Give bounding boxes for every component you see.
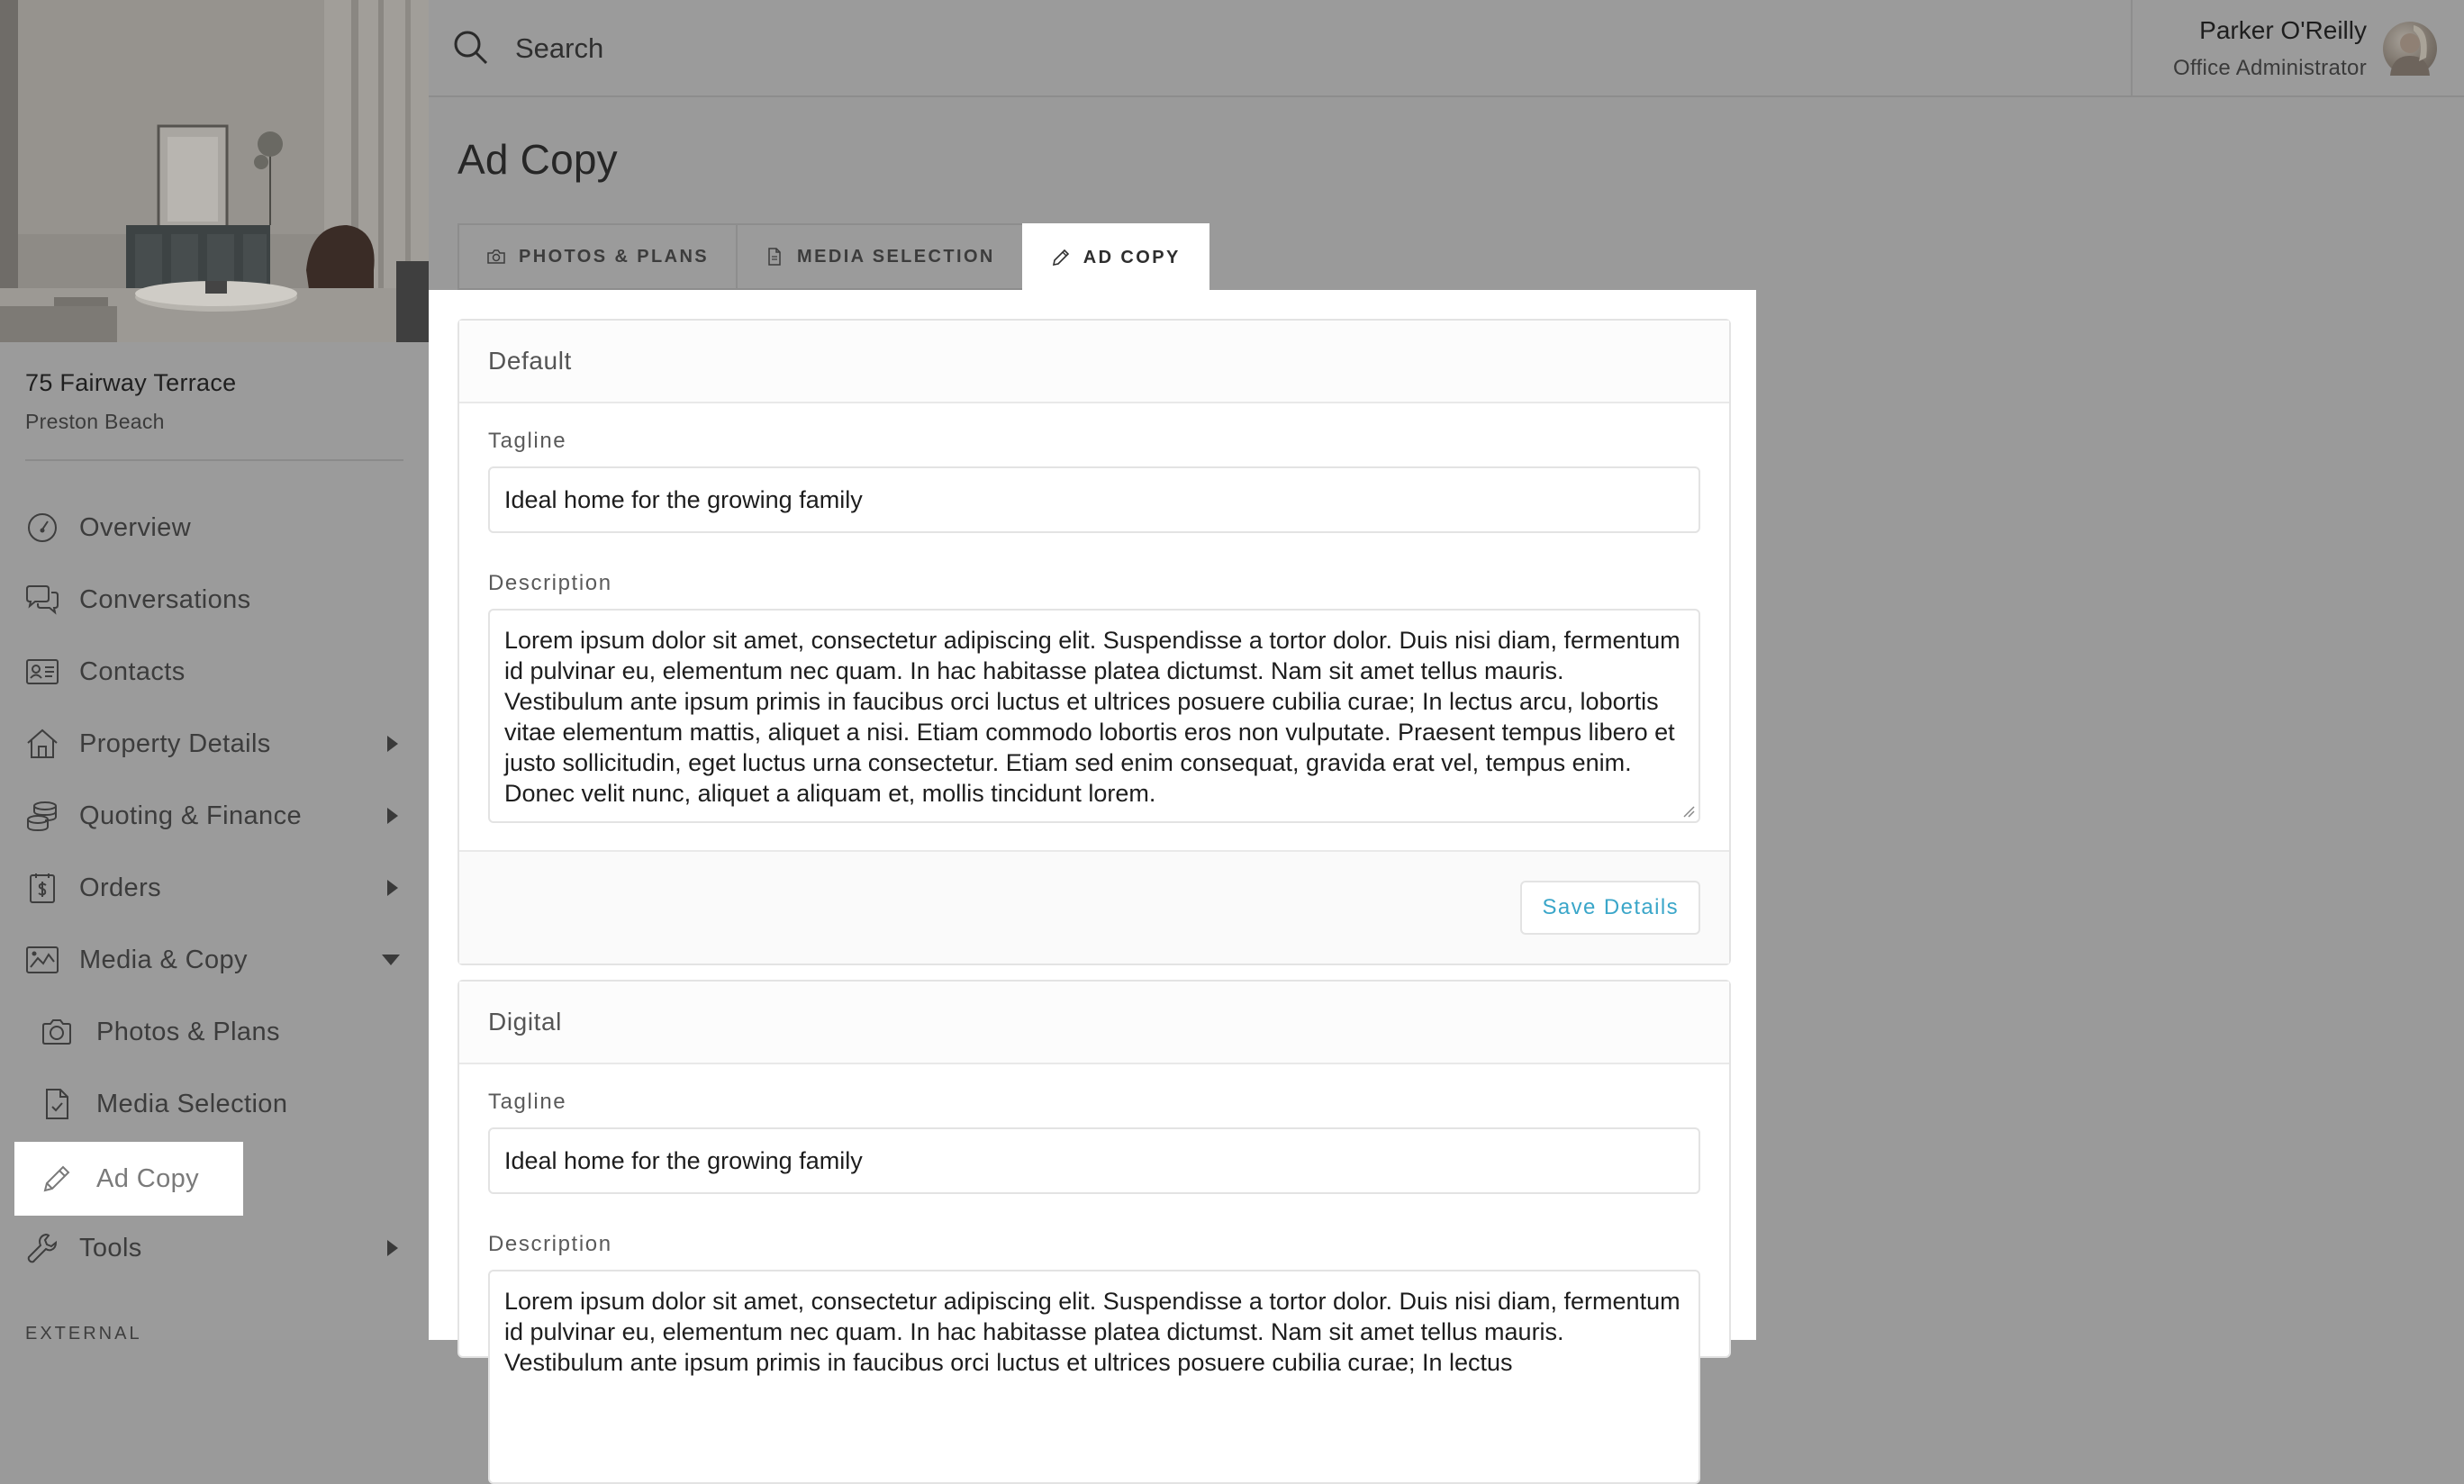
topbar bbox=[429, 0, 2464, 97]
card-footer bbox=[459, 850, 1729, 964]
tab-bar bbox=[457, 223, 1209, 290]
sidebar-item-photos-plans[interactable] bbox=[0, 996, 429, 1068]
coins-icon bbox=[23, 797, 61, 835]
divider bbox=[25, 459, 403, 461]
chevron-down-icon bbox=[382, 955, 400, 965]
avatar[interactable] bbox=[2383, 22, 2437, 76]
tab-label: AD COPY bbox=[1083, 247, 1181, 267]
section-label-external: EXTERNAL bbox=[25, 1324, 142, 1344]
sidebar-item-contacts[interactable] bbox=[0, 636, 429, 708]
file-check-icon bbox=[38, 1085, 76, 1123]
tagline-label: Tagline bbox=[488, 429, 567, 453]
description-textarea[interactable]: Lorem ipsum dolor sit amet, consectetur adipiscing elit. Suspendisse a tortor dolor. Duis nisi diam, fermentum id pulvinar eu, elementum nec quam. In hac habitasse platea dictumst. Nam sit amet tellus mauris. Vestibulum ante ipsum primis in faucibus orci luctus et ultrices posuere cubilia curae; In lectus arcu, lobortis vitae elementum mattis, aliquet a nisi. Etiam commodo lobortis eros non vulputate. Praesent tempus libero et justo sollicitudin, eget luctus urna consectetur. Etiam sed enim consequat, gravida erat vel, tempus enim. Donec velit nunc, aliquet a aliquam et, mollis tincidunt lorem. bbox=[488, 609, 1700, 823]
sidebar-item-label: Tools bbox=[79, 1233, 142, 1262]
tagline-label: Tagline bbox=[488, 1090, 567, 1114]
page-title: Ad Copy bbox=[457, 136, 618, 183]
sidebar-item-label: Ad Copy bbox=[96, 1163, 200, 1193]
description-label: Description bbox=[488, 1232, 612, 1256]
camera-icon bbox=[486, 247, 506, 267]
user-name: Parker O'Reilly bbox=[2199, 16, 2367, 44]
tab-photos-plans[interactable] bbox=[457, 223, 736, 290]
search-icon[interactable] bbox=[452, 29, 490, 67]
sidebar-item-media-copy[interactable] bbox=[0, 924, 429, 996]
chevron-right-icon bbox=[387, 1240, 398, 1256]
ad-copy-card-default bbox=[457, 319, 1731, 965]
sidebar-item-ad-copy[interactable] bbox=[14, 1142, 243, 1216]
id-card-icon bbox=[23, 653, 61, 691]
chat-bubbles-icon bbox=[23, 581, 61, 619]
description-label: Description bbox=[488, 571, 612, 595]
sidebar-item-conversations[interactable] bbox=[0, 564, 429, 636]
tab-ad-copy[interactable] bbox=[1022, 223, 1209, 292]
resize-handle-icon[interactable] bbox=[1682, 805, 1695, 818]
user-role: Office Administrator bbox=[2173, 56, 2367, 80]
chevron-right-icon bbox=[387, 736, 398, 752]
sidebar-item-label: Property Details bbox=[79, 728, 271, 758]
tab-label: MEDIA SELECTION bbox=[797, 246, 995, 267]
property-photo bbox=[0, 0, 429, 342]
card-title: Digital bbox=[459, 982, 1729, 1064]
tab-media-selection[interactable] bbox=[736, 223, 1022, 290]
search-input[interactable] bbox=[515, 27, 1326, 70]
tab-label: PHOTOS & PLANS bbox=[519, 246, 710, 267]
tagline-input[interactable] bbox=[488, 1127, 1700, 1194]
description-textarea[interactable]: Lorem ipsum dolor sit amet, consectetur adipiscing elit. Suspendisse a tortor dolor. Duis nisi diam, fermentum id pulvinar eu, elementum nec quam. In hac habitasse platea dictumst. Nam sit amet tellus mauris. Vestibulum ante ipsum primis in faucibus orci luctus et ultrices posuere cubilia curae; In lectus bbox=[488, 1270, 1700, 1484]
pencil-icon bbox=[38, 1160, 76, 1198]
sidebar-item-label: Orders bbox=[79, 873, 162, 902]
pencil-icon bbox=[1051, 248, 1071, 267]
ad-copy-card-digital bbox=[457, 980, 1731, 1376]
wrench-icon bbox=[23, 1229, 61, 1267]
sidebar-item-overview[interactable] bbox=[0, 492, 429, 564]
file-icon bbox=[765, 247, 784, 267]
chevron-right-icon bbox=[387, 808, 398, 824]
chevron-right-icon bbox=[387, 880, 398, 896]
dollar-document-icon bbox=[23, 869, 61, 907]
sidebar-item-media-selection[interactable] bbox=[0, 1068, 429, 1140]
house-icon bbox=[23, 725, 61, 763]
sidebar-item-label: Photos & Plans bbox=[96, 1017, 280, 1046]
sidebar-item-label: Media & Copy bbox=[79, 945, 248, 974]
sidebar-item-label: Overview bbox=[79, 512, 192, 542]
tagline-input[interactable] bbox=[488, 466, 1700, 533]
property-suburb: Preston Beach bbox=[25, 410, 165, 433]
property-title: 75 Fairway Terrace bbox=[25, 369, 237, 396]
sidebar-item-tools[interactable] bbox=[0, 1212, 429, 1284]
user-menu[interactable] bbox=[2131, 0, 2464, 97]
sidebar-item-label: Conversations bbox=[79, 584, 251, 614]
sidebar-item-property-details[interactable] bbox=[0, 708, 429, 780]
gauge-icon bbox=[23, 509, 61, 547]
chart-image-icon bbox=[23, 941, 61, 979]
sidebar bbox=[0, 0, 429, 1344]
sidebar-item-quoting-finance[interactable] bbox=[0, 780, 429, 852]
camera-icon bbox=[38, 1013, 76, 1051]
sidebar-item-label: Quoting & Finance bbox=[79, 801, 302, 830]
save-details-button[interactable]: Save Details bbox=[1520, 881, 1700, 935]
tab-panel bbox=[429, 290, 1756, 1376]
sidebar-item-label: Media Selection bbox=[96, 1089, 288, 1118]
card-title: Default bbox=[459, 321, 1729, 403]
sidebar-item-label: Contacts bbox=[79, 656, 186, 686]
sidebar-item-orders[interactable] bbox=[0, 852, 429, 924]
